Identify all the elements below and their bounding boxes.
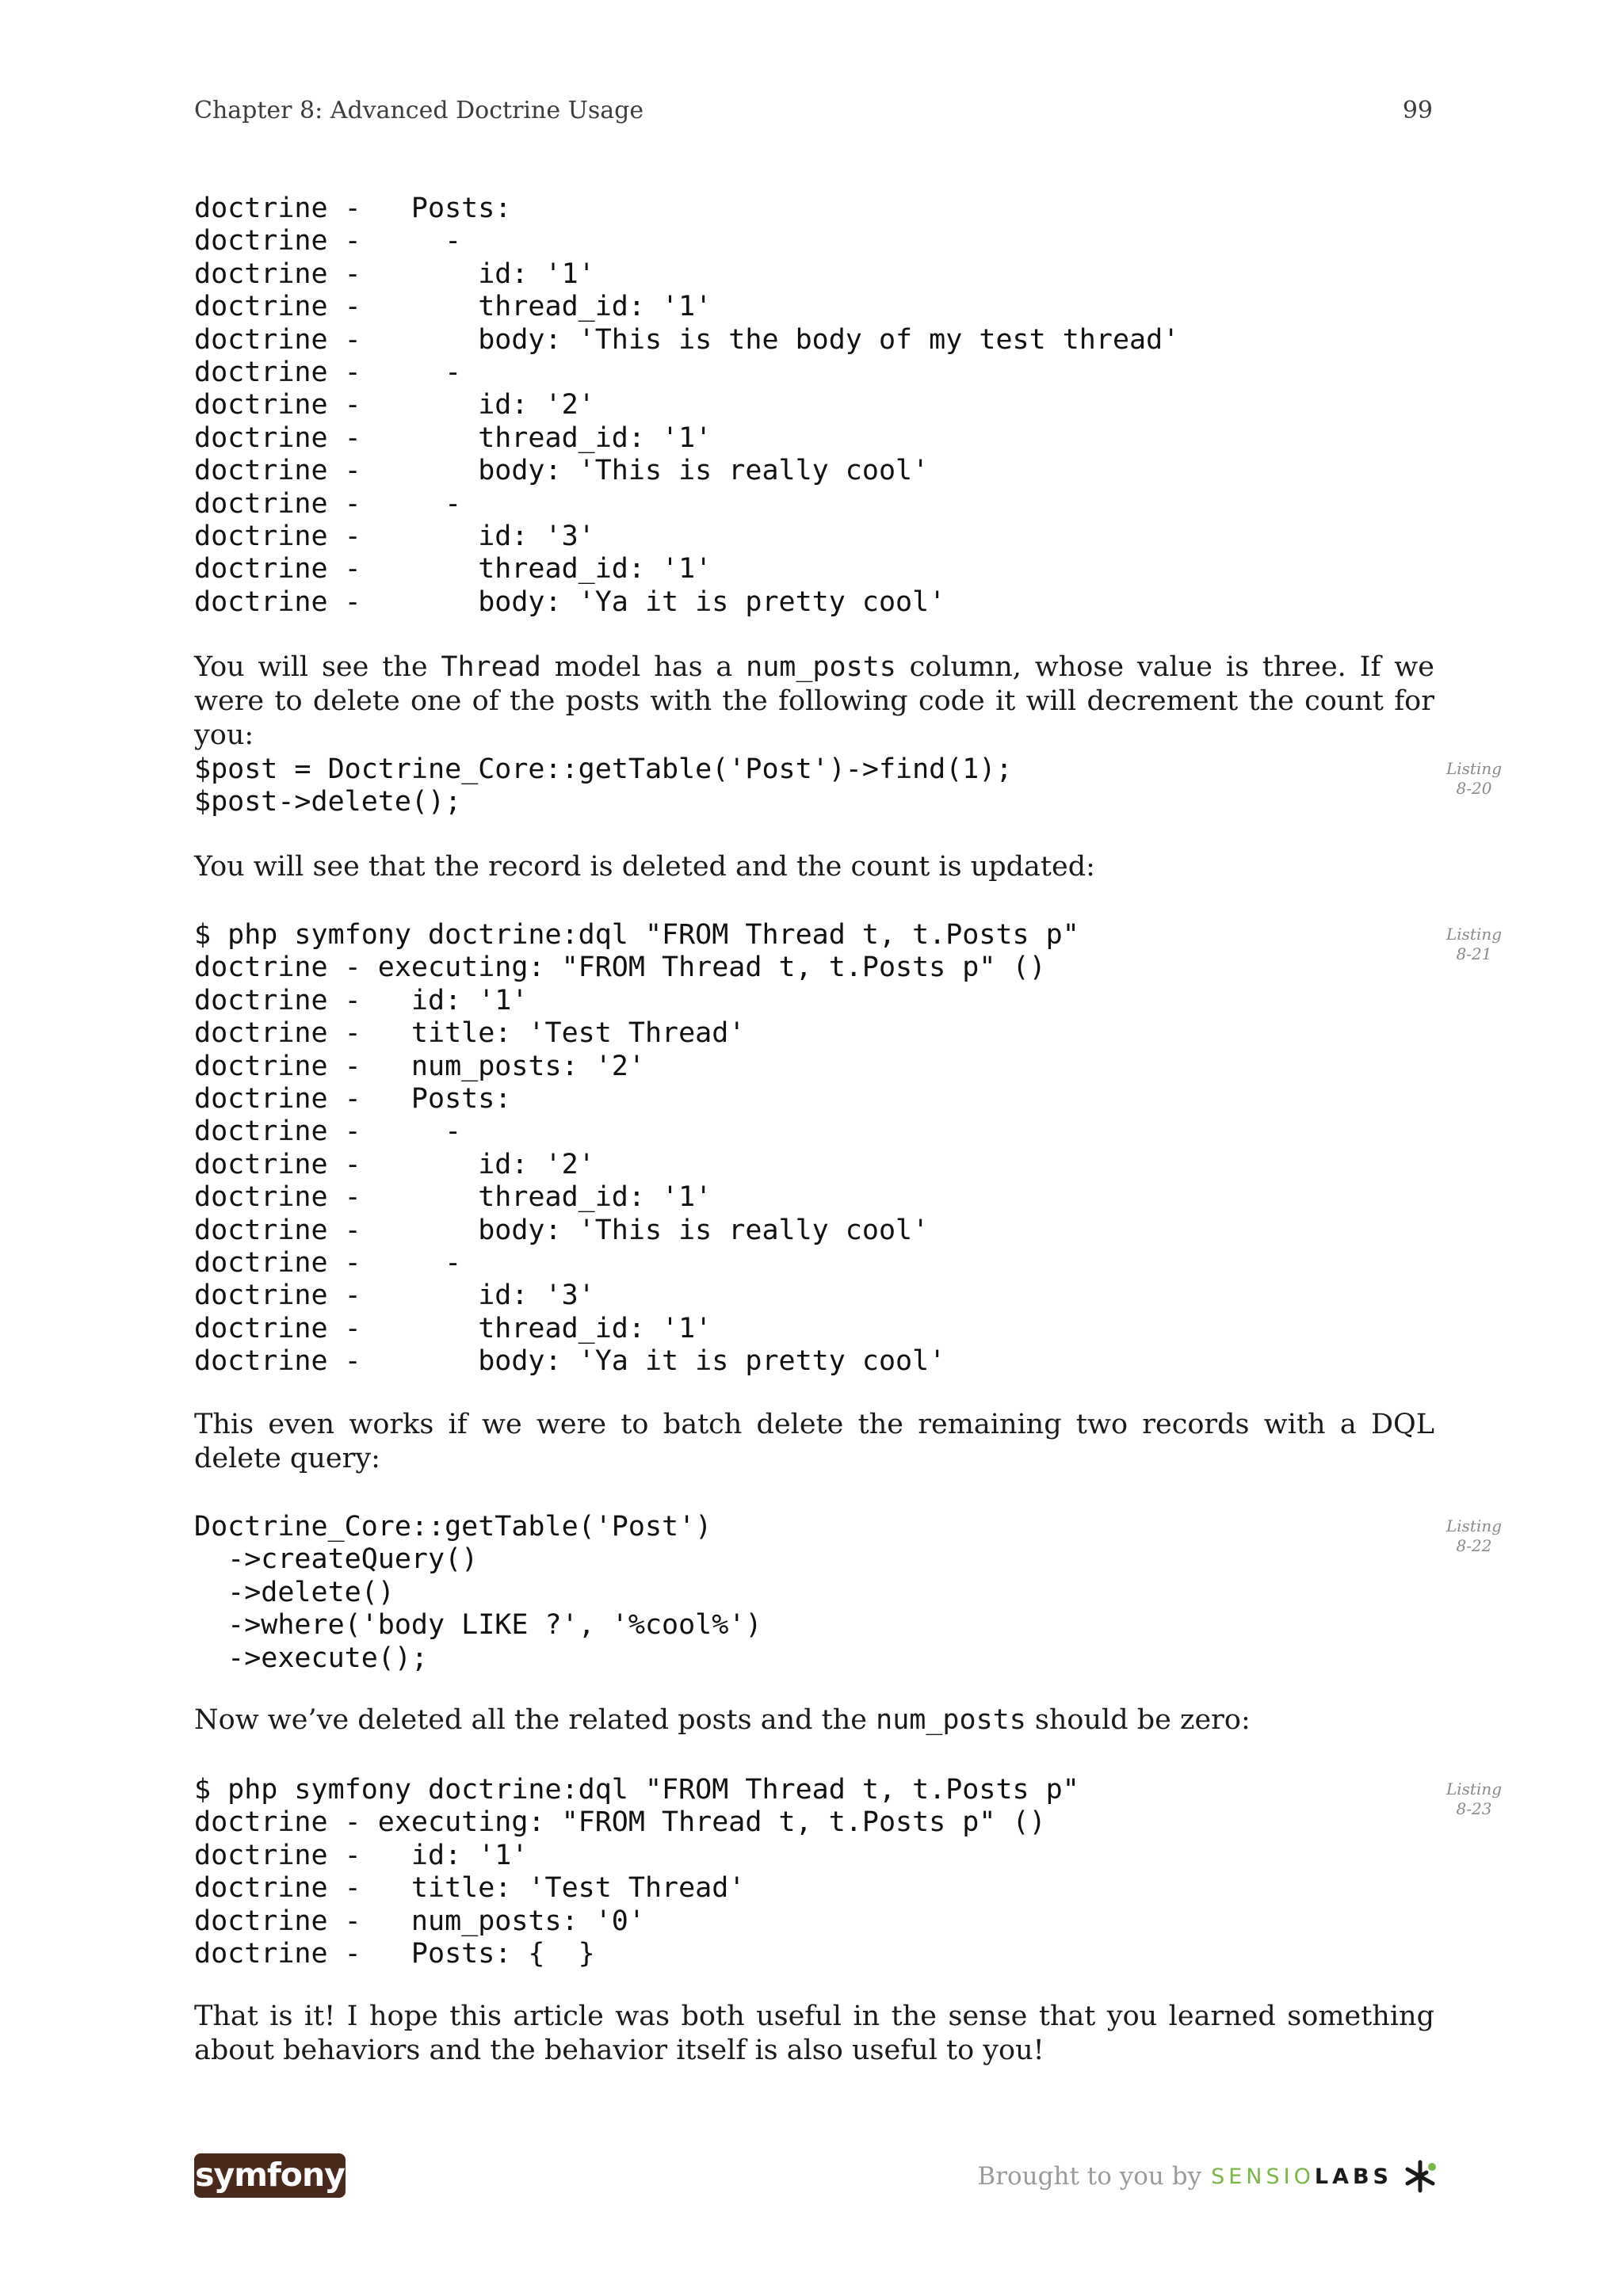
listing-label-8-20: Listing 8-20 — [1445, 759, 1503, 798]
inline-code-num-posts: num_posts — [876, 1704, 1026, 1736]
code-block-posts-output: doctrine - Posts: doctrine - - doctrine - id: '1' doctrine - thread_id: '1' doctrine - body: 'This is the body of my test thread' doctrine - - doctrine - id: '2' doctrine - thread_id: '1' doctrine - body: 'This is really cool' doctrine - - doctrine - id: '3' doctrine - thread_id: '1' doctrine - body: 'Ya it is pretty cool' — [194, 193, 1180, 618]
sensiolabs-star-icon — [1402, 2158, 1438, 2195]
code-listing-8-21: $ php symfony doctrine:dql "FROM Thread t, t.Posts p" doctrine - executing: "FROM Thread t, t.Posts p" () doctrine - id: '1' doctrine - title: 'Test Thread' doctrine - num_posts: '2' doctrine - Posts: doctrine - - doctrine - id: '2' doctrine - thread_id: '1' doctrine - body: 'This is really cool' doctrine - - doctrine - id: '3' doctrine - thread_id: '1' doctrine - body: 'Ya it is pretty cool' — [194, 919, 1079, 1378]
paragraph-num-posts-zero: Now we’ve deleted all the related posts and the num_posts should be zero: — [194, 1704, 1251, 1736]
listing-label-8-23: Listing 8-23 — [1445, 1779, 1503, 1818]
sponsor-credit — [977, 2157, 1438, 2196]
listing-label-8-21: Listing 8-21 — [1445, 925, 1503, 963]
chapter-title: Chapter 8: Advanced Doctrine Usage — [194, 97, 644, 124]
symfony-logo: symfony — [194, 2153, 346, 2198]
page-number: 99 — [1402, 97, 1433, 124]
code-listing-8-20: $post = Doctrine_Core::getTable('Post')->find(1); $post->delete(); — [194, 753, 1013, 818]
code-listing-8-22: Doctrine_Core::getTable('Post') ->createQuery() ->delete() ->where('body LIKE ?', '%cool%') ->execute(); — [194, 1511, 762, 1674]
code-listing-8-23: $ php symfony doctrine:dql "FROM Thread t, t.Posts p" doctrine - executing: "FROM Thread t, t.Posts p" () doctrine - id: '1' doctrine - title: 'Test Thread' doctrine - num_posts: '0' doctrine - Posts: { } — [194, 1774, 1079, 1970]
paragraph-batch-delete: This even works if we were to batch delete the remaining two records with a DQL delete query: — [194, 1409, 1434, 1474]
paragraph-conclusion: That is it! I hope this article was both useful in the sense that you learned something about behaviors and the behavior itself is also useful to you! — [194, 2000, 1434, 2066]
inline-code-num-posts: num_posts — [746, 651, 896, 683]
sensiolabs-wordmark: SENSIOLABS — [1211, 2164, 1392, 2189]
listing-label-8-22: Listing 8-22 — [1445, 1516, 1503, 1555]
paragraph-record-deleted: You will see that the record is deleted and the count is updated: — [194, 851, 1095, 883]
paragraph-thread-model: You will see the Thread model has a num_posts column, whose value is three. If we were to delete one of the posts with the following code it will decrement the count for you: — [194, 651, 1434, 751]
brought-by-text: Brought to you by — [977, 2162, 1202, 2191]
inline-code-thread: Thread — [441, 651, 541, 683]
